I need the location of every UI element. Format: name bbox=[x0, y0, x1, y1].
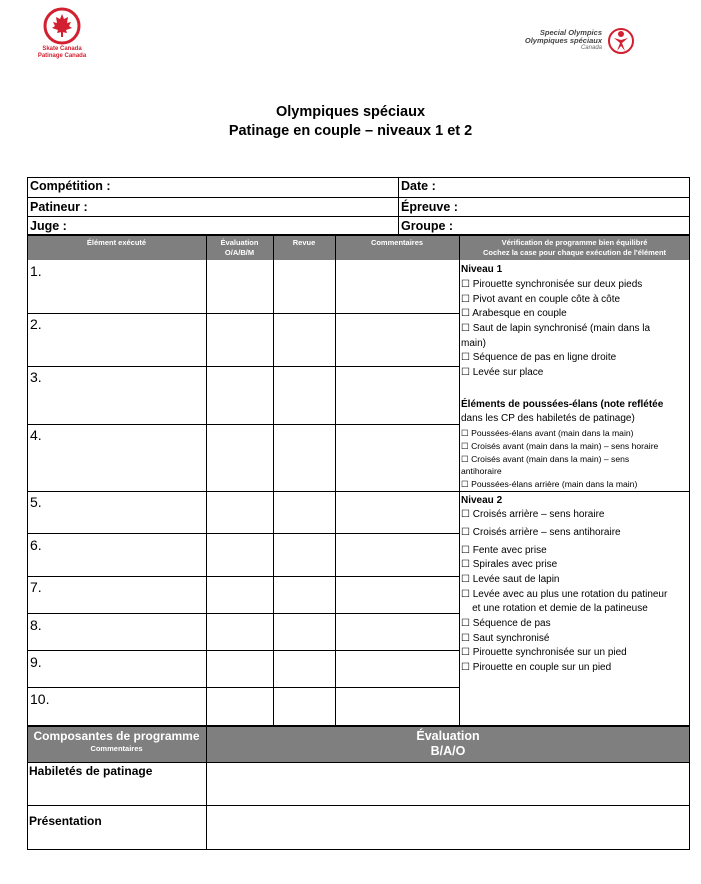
checklist-item-continued: antihoraire bbox=[461, 466, 502, 476]
row-number-6: 6. bbox=[30, 537, 42, 553]
checklist-item[interactable]: ☐ Séquence de pas en ligne droite bbox=[461, 352, 617, 363]
level2-title: Niveau 2 bbox=[461, 495, 503, 506]
page-subtitle: Patinage en couple – niveaux 1 et 2 bbox=[228, 123, 473, 139]
so-logo-text-2: Olympiques spéciaux bbox=[524, 36, 602, 45]
checklist-item[interactable]: ☐ Saut synchronisé bbox=[461, 633, 550, 644]
row-number-10: 10. bbox=[30, 691, 50, 707]
checklist-item[interactable]: ☐ Levée avec au plus une rotation du patineur bbox=[461, 589, 668, 600]
checklist-item[interactable]: ☐ Poussées-élans arrière (main dans la main) bbox=[461, 479, 638, 489]
header-review: Revue bbox=[292, 238, 316, 247]
checklist-item[interactable]: ☐ Croisés arrière – sens horaire bbox=[461, 509, 605, 520]
checklist-item[interactable]: ☐ Pirouette synchronisée sur deux pieds bbox=[461, 279, 643, 290]
components-eval-scale: B/A/O bbox=[430, 744, 466, 758]
group-label: Groupe : bbox=[401, 219, 454, 233]
header-evaluation-scale: O/A/B/M bbox=[224, 248, 255, 257]
checklist-item[interactable]: ☐ Fente avec prise bbox=[461, 545, 547, 556]
header-verification-note: Cochez la case pour chaque exécution de l'élément bbox=[482, 248, 667, 257]
checklist-item[interactable]: ☐ Séquence de pas bbox=[461, 618, 551, 629]
components-header: Composantes de programme bbox=[33, 729, 200, 743]
date-label: Date : bbox=[401, 179, 436, 193]
checklist-item-continued: main) bbox=[461, 338, 487, 349]
checklist-item[interactable]: ☐ Saut de lapin synchronisé (main dans la bbox=[461, 323, 651, 334]
page-title: Olympiques spéciaux bbox=[275, 104, 426, 120]
components-eval-header: Évaluation bbox=[416, 729, 480, 743]
checklist-item[interactable]: ☐ Croisés avant (main dans la main) – sens bbox=[461, 454, 630, 464]
so-logo-text-3: Canada bbox=[580, 45, 602, 51]
header-comments: Commentaires bbox=[370, 238, 424, 247]
skate-canada-logo bbox=[34, 6, 90, 60]
crossovers-title: Éléments de poussées-élans (note reflétée bbox=[461, 399, 664, 410]
checklist-item[interactable]: ☐ Levée saut de lapin bbox=[461, 574, 560, 585]
judge-label: Juge : bbox=[30, 219, 67, 233]
row-number-8: 8. bbox=[30, 617, 42, 633]
header-element: Élément exécuté bbox=[86, 238, 147, 247]
logo-text-1: Skate Canada bbox=[42, 46, 82, 52]
header-verification: Vérification de programme bien équilibré bbox=[501, 238, 648, 247]
checklist-item[interactable]: ☐ Croisés avant (main dans la main) – sens horaire bbox=[461, 441, 659, 451]
checklist-item[interactable]: ☐ Poussées-élans avant (main dans la main) bbox=[461, 428, 634, 438]
logo-text-2: Patinage Canada bbox=[37, 53, 87, 59]
checklist-item[interactable]: ☐ Croisés arrière – sens antihoraire bbox=[461, 527, 621, 538]
row-number-5: 5. bbox=[30, 494, 42, 510]
row-number-1: 1. bbox=[30, 263, 42, 279]
checklist-item[interactable]: ☐ Pirouette synchronisée sur un pied bbox=[461, 647, 627, 658]
event-label: Épreuve : bbox=[401, 200, 458, 214]
special-olympics-logo bbox=[500, 26, 640, 56]
skating-skills-score-cell[interactable] bbox=[207, 763, 689, 804]
row-number-7: 7. bbox=[30, 579, 42, 595]
checklist-item[interactable]: ☐ Spirales avec prise bbox=[461, 559, 558, 570]
level1-title: Niveau 1 bbox=[461, 264, 503, 275]
checklist-item[interactable]: ☐ Pirouette en couple sur un pied bbox=[461, 662, 612, 673]
checklist-item-continued: et une rotation et demie de la patineuse bbox=[461, 603, 648, 614]
checklist-item[interactable]: ☐ Levée sur place bbox=[461, 367, 544, 378]
row-number-4: 4. bbox=[30, 427, 42, 443]
checklist-item[interactable]: ☐ Arabesque en couple bbox=[461, 308, 567, 319]
row-number-2: 2. bbox=[30, 316, 42, 332]
presentation-label: Présentation bbox=[29, 814, 102, 828]
presentation-score-cell[interactable] bbox=[207, 806, 689, 849]
info-box bbox=[27, 177, 690, 235]
skating-skills-label: Habiletés de patinage bbox=[29, 764, 153, 778]
maple-leaf-logo-icon bbox=[42, 6, 82, 46]
checklist-item[interactable]: ☐ Pivot avant en couple côte à côte bbox=[461, 294, 621, 305]
so-logo-text-1: Special Olympics bbox=[539, 28, 602, 37]
row-number-9: 9. bbox=[30, 654, 42, 670]
special-olympics-figure-icon bbox=[606, 26, 636, 56]
skater-label: Patineur : bbox=[30, 200, 88, 214]
competition-label: Compétition : bbox=[30, 179, 111, 193]
header-evaluation: Évaluation bbox=[220, 238, 259, 247]
components-subheader: Commentaires bbox=[90, 744, 143, 753]
row-number-3: 3. bbox=[30, 369, 42, 385]
crossovers-subtitle: dans les CP des habiletés de patinage) bbox=[461, 413, 635, 424]
